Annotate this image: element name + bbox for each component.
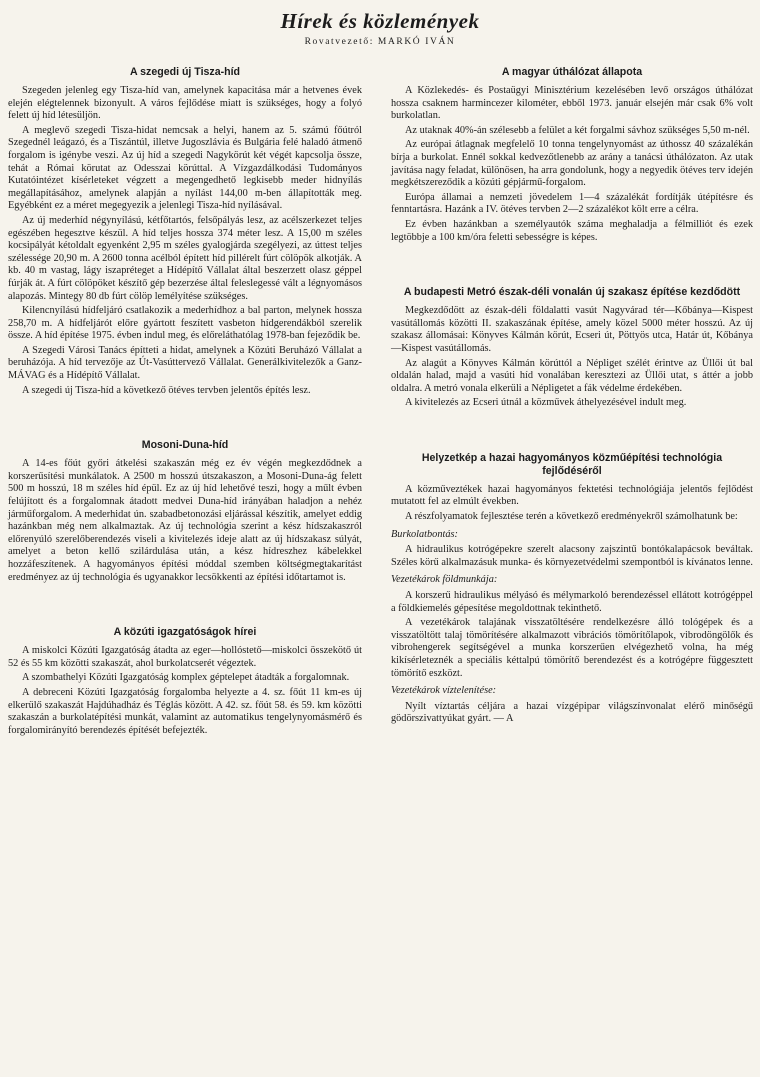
article-road-network <box>391 66 753 244</box>
left-column <box>8 66 362 739</box>
paragraph: A kivitelezés az Ecseri útnál a közművek áthelyezésével indult meg. <box>405 397 687 409</box>
article-title: A budapesti Metró észak-déli vonalán új szakasz építése kezdődött <box>403 286 741 299</box>
subheading: Vezetékárok földmunkája: <box>391 574 498 586</box>
article-szeged-bridge <box>8 66 362 397</box>
paragraph: A szegedi új Tisza-híd a következő ötéves tervben jelentős építés lesz. <box>22 384 311 396</box>
page-title: Hírek és közlemények <box>280 9 480 33</box>
article-title: Mosoni-Duna-híd <box>141 439 229 452</box>
article-title: A szegedi új Tisza-híd <box>129 66 241 78</box>
paragraph: A Közlekedés- és Postaügyi Minisztérium kezelésében levő országos úthálózat hossza csaknem harmincezer kilométer, ebből 1973. január elsején már csak 6% volt burkolatlan. <box>391 85 753 122</box>
paragraph: A debreceni Közúti Igazgatóság forgalomba helyezte a 4. sz. főút 11 km-es új elkerülő szakaszát Hajdúhadház és Téglás között. A 42. sz. főút 58. és 59. km közötti szakaszán a burkolatépítési munkát, valamint az automatikus tengelynyomásmérő és forgalomirányító berendezés építését befejezték. <box>8 686 362 736</box>
article-title: A magyar úthálózat állapota <box>501 66 643 78</box>
paragraph: A részfolyamatok fejlesztése terén a következő eredményekről számolhatunk be: <box>405 511 738 523</box>
column-editor: Rovatvezető: MARKÓ IVÁN <box>304 37 456 47</box>
article-utility-technology <box>391 452 753 726</box>
paragraph: Az európai átlagnak megfelelő 10 tonna tengelynyomást az úthossz 40 százalékán bírja a burkolat. Ennél sokkal kedvezőtlenebb az arány a tanácsi úthálózaton. Az utak javítása nagy feladat, különösen, ha arra gondolunk, hogy a negyedik ötéves terv idején megkétszereződik a közúti gépjármű-forgalom. <box>391 139 753 189</box>
paragraph: Kilencnyílású hídfeljáró csatlakozik a mederhídhoz a bal parton, melynek hossza 258,70 m. A hídfeljárót előre gyártott feszített vasbeton hídgerendákból szerelik össze. A híd építése 1975. évben indul meg, és előreláthatólag 1978-ban fejeződik be. <box>8 305 362 342</box>
paragraph: Nyílt víztartás céljára a hazai vízgépipar világszínvonalat elérő minőségű gödörszivattyúkat gyárt. — A <box>391 700 753 725</box>
subheading: Burkolatbontás: <box>391 528 458 540</box>
paragraph: Európa államai a nemzeti jövedelem 1—4 százalékát fordítják útépítésre és fenntartásra. Hazánk a IV. ötéves tervben 2—2 százalékot költ erre a célra. <box>391 191 753 216</box>
paragraph: A meglevő szegedi Tisza-hidat nemcsak a helyi, hanem az 5. számú főútról Szegednél leágazó, és a Tiszántúl, illetve Jugoszlávia és Bulgária felé haladó átmenő forgalom is igénybe veszi. Az új híd a szegedi Nagykörút két végét kapcsolja össze, tehát a Római körutat az Odesszai körúttal. A Vízgazdálkodási Tudományos Kutatóintézet kísérleteket végzett a megengedhető legkisebb meder hidnyílás megállapításához, amelynek alapján a nyílást 144,00 m-ben állapították meg. Egyébként ez a méret megegyezik a jelenlegi Tisza-híd nyílásával. <box>8 124 362 212</box>
paragraph: A közműveztékek hazai hagyományos fektetési technológiája jelentős fejlődést mutatott fel az elmúlt években. <box>391 483 753 508</box>
paragraph: A miskolci Közúti Igazgatóság átadta az eger—hollóstető—miskolci összekötő út 52 és 55 km közötti szakaszát, ahol burkolatcserét végeztek. <box>8 645 362 669</box>
article-mosoni-bridge <box>8 439 362 584</box>
subheading: Vezetékárok víztelenítése: <box>391 685 497 697</box>
paragraph: A hidraulikus kotrógépekre szerelt alacsony zajszintű bontókalapácsok beváltak. Széles körű alkalmazásuk munka- és környezetvédelmi szempontból is kívánatos lenne. <box>391 544 753 568</box>
header <box>6 8 754 68</box>
paragraph: Megkezdődött az észak-déli földalatti vasút Nagyvárad tér—Kőbánya—Kispest vasútállomás közötti II. szakaszának építése, amely közel 5000 méter hosszú. Az új szakasz állomásai: Könyves Kálmán körút, Ecseri út, Pöttyös utca, Határ út, Kőbánya—Kispest vasútállomás. <box>391 305 753 354</box>
right-column <box>391 66 753 728</box>
article-title: A közúti igazgatóságok hírei <box>113 626 257 639</box>
paragraph: A korszerű hidraulikus mélyásó és mélymarkoló berendezéssel ellátott kotrógéppel a földkiemelés gépesítése megoldottnak tekinthető. <box>391 590 753 614</box>
paragraph: A 14-es főút győri átkelési szakaszán még ez év végén megkezdődnek a korszerűsítési munkálatok. A 2500 m hosszú útszakaszon, a Mosoni-Duna-ág felett 500 m hosszú, 18 m széles híd épül. Ez az új híd lehetővé teszi, hogy a műlt évben felújított és a forgalomnak átadott medvei Duna-híd irányában haladjon a nehéz járműforgalom. A mederhidat ún. szabadbetonozási eljárással készítik, amelyet eddig hazánkban még nem alkalmaztak. Az új technológia szerint a kész hídszakaszról előrenyúló szerelőberendezés viseli a kivitelezés ideje alatt az új hídszakasz súlyát, amelyet a beton kellő szilárdulása után, a kész hídreszhez kábelekkel hozzáfeszítenek. A hagyományos építési móddal szemben költségmegtakarítást eredményez az új technológia és ugyanakkor lecsökkenti az építési időtartamot is. <box>8 458 362 583</box>
paragraph: A Szegedi Városi Tanács építteti a hidat, amelynek a Közúti Beruházó Vállalat a beruházója. A híd tervezője az Út-Vasúttervező Vállalat. Generálkivitelezők a Ganz-MÁVAG és a Hídépítő Vállalat. <box>8 344 362 382</box>
paragraph: A vezetékárok talajának visszatöltésére rendelkezésre álló tológépek és a visszatöltött talaj tömörítésére alkalmazott vibrációs tömörítőlapok, vibrodöngölők és vibrohengerek segítségével a munka korszerűen elvégezhető volna, ha még kikísérleteznék a speciális kéttalpú tömörítő berendezést és a kotrógépre függesztett tömörítő eszközt. <box>391 617 753 679</box>
paragraph: Az új mederhíd négynyílású, kétfőtartós, felsőpályás lesz, az acélszerkezet teljes egészében hegesztve készül. A híd teljes hossza 374 méter lesz. A 15,00 m széles kocsipályát kétoldalt egyenként 2,95 m széles gyalogjárda szegélyezi, az úttest teljes szélessége 20,90 m. A 2600 tonna acélból épített híd pillérelt fúrt cölöpök alkotják. A kb. 40 m vastag, lágy iszapréteget a Hídépítő Vállalat által beszerzett olasz géppel fúrják át. A fúrt cölöpöket készítő gép bezerzése által feleslegessé vált a légnyomásos alapozás. Mintegy 80 db fúrt cölöp lemélyítése szükséges. <box>8 214 362 302</box>
paragraph: Az utaknak 40%-án szélesebb a felület a két forgalmi sávhoz szükséges 5,50 m-nél. <box>405 124 750 136</box>
paragraph: Szegeden jelenleg egy Tisza-híd van, amelynek kapacitása már a hetvenes évek elején elégtelennek bizonyult. A város fejlődése miatt is szükséges, hogy a folyó felett új híd létesüljön. <box>8 85 362 122</box>
article-metro <box>391 286 753 410</box>
paragraph: A szombathelyi Közúti Igazgatóság komplex géptelepet átadták a forgalomnak. <box>22 672 350 684</box>
article-title: Helyzetkép a hazai hagyományos közműépítési technológia fejlődéséről <box>421 451 723 477</box>
article-road-directorates <box>8 626 362 737</box>
paragraph: Ez évben hazánkban a személyautók száma meghaladja a félmilliót és ezek legtöbbje a 100 km/óra feletti sebességre is képes. <box>391 218 753 243</box>
paragraph: Az alagút a Könyves Kálmán körúttól a Népliget szélét érintve az Üllői út bal oldalán halad, majd a vasúti híd vonalában keresztezi az Üllői utat, s áttér a jobb oldalra. A metró vonala elkerüli a Népligetet a fák védelme érdekében. <box>391 357 753 394</box>
